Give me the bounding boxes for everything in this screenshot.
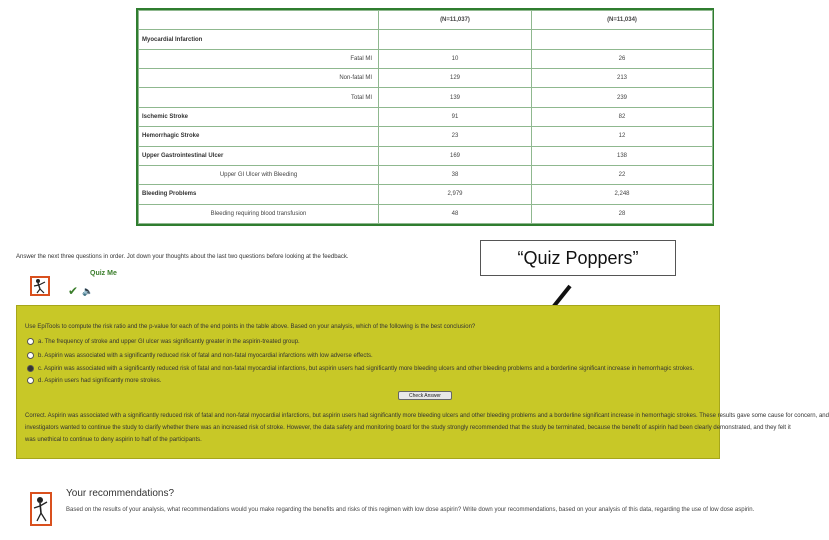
table-cell-aspirin: 48 [379, 204, 532, 223]
stick-figure-icon [30, 492, 52, 526]
quiz-poppers-callout: “Quiz Poppers” [480, 240, 676, 276]
table-cell-placebo: 239 [532, 88, 713, 107]
table-cell-placebo: 26 [532, 49, 713, 68]
feedback-line: Correct. Aspirin was associated with a significantly reduced risk of fatal and non-fatal myocardial infarctions, but aspirin users had significantly more bleeding ulcers and other bleeding problems and a borderline significant increase in hemorrhagic strokes. These results gave some cause for concern, and [25, 413, 829, 419]
option-label: b. Aspirin was associated with a significantly reduced risk of fatal and non-fatal myocardial infarctions with low adverse effects. [38, 352, 373, 359]
radio-button-selected[interactable] [27, 365, 34, 372]
table-cell-placebo: 82 [532, 107, 713, 126]
instructions-text: Answer the next three questions in order. Jot down your thoughts about the last two questions before looking at the feedback. [16, 254, 349, 260]
stick-figure-icon [30, 276, 50, 296]
table-cell-aspirin: 129 [379, 69, 532, 88]
table-row-label: Non-fatal MI [139, 69, 379, 88]
quiz-panel [16, 305, 829, 459]
radio-button[interactable] [27, 377, 34, 384]
table-cell-placebo [532, 30, 713, 49]
table-header-cell [139, 11, 379, 30]
quiz-option-d[interactable] [27, 377, 161, 384]
table-cell-aspirin [379, 30, 532, 49]
table-row [139, 69, 713, 88]
table-cell-aspirin: 139 [379, 88, 532, 107]
table-cell-aspirin: 10 [379, 49, 532, 68]
table-cell-aspirin: 169 [379, 146, 532, 165]
table-row-label: Hemorrhagic Stroke [139, 127, 379, 146]
table-cell-placebo: 22 [532, 165, 713, 184]
table-row-label: Ischemic Stroke [139, 107, 379, 126]
quiz-option-c[interactable] [27, 365, 694, 372]
table-row [139, 204, 713, 223]
table-row-label: Total MI [139, 88, 379, 107]
table-header-cell: (N=11,037) [379, 11, 532, 30]
quiz-option-a[interactable] [27, 338, 300, 345]
table-row [139, 146, 713, 165]
table-cell-aspirin: 23 [379, 127, 532, 146]
table-cell-placebo: 138 [532, 146, 713, 165]
quiz-option-b[interactable] [27, 352, 373, 359]
option-label: d. Aspirin users had significantly more strokes. [38, 377, 162, 384]
option-label: a. The frequency of stroke and upper GI ulcer was significantly greater in the aspirin-treated group. [38, 338, 300, 345]
table-cell-placebo: 213 [532, 69, 713, 88]
table-row-label: Upper Gastrointestinal Ulcer [139, 146, 379, 165]
table-header-cell: (N=11,034) [532, 11, 713, 30]
table-row-label: Upper GI Ulcer with Bleeding [139, 165, 379, 184]
table-row-label: Bleeding Problems [139, 185, 379, 204]
table-cell-aspirin: 2,979 [379, 185, 532, 204]
table-row [139, 88, 713, 107]
table-row-label: Bleeding requiring blood transfusion [139, 204, 379, 223]
table-row-label: Myocardial Infarction [139, 30, 379, 49]
recommendations-title: Your recommendations? [66, 488, 175, 499]
radio-button[interactable] [27, 352, 34, 359]
radio-button[interactable] [27, 338, 34, 345]
data-table-container [136, 8, 714, 226]
checkmark-icon: ✔ [68, 284, 79, 298]
table-cell-placebo: 12 [532, 127, 713, 146]
table-cell-placebo: 28 [532, 204, 713, 223]
feedback-line: was unethical to continue to deny aspirin to half of the participants. [25, 437, 202, 443]
table-cell-aspirin: 91 [379, 107, 532, 126]
table-row [139, 165, 713, 184]
data-table [138, 10, 713, 224]
quiz-title: Quiz Me [90, 270, 117, 277]
quiz-question: Use EpiTools to compute the risk ratio and the p-value for each of the end points in the table above. Based on your analysis, which of the following is the best conclusion? [25, 324, 476, 330]
table-row [139, 127, 713, 146]
recommendations-text: Based on the results of your analysis, what recommendations would you make regarding the benefits and risks of this regimen with low dose aspirin? Write down your recommendations, based on your analysis of this data, regarding the use of low dose aspirin. [66, 507, 755, 513]
feedback-line: investigators wanted to continue the study to clarify whether there was an increased risk of stroke. However, the data safety and monitoring board for the study strongly recommended that the study be terminated, because the benefit of aspirin had been clearly demonstrated, and they felt it [25, 425, 791, 431]
table-row [139, 49, 713, 68]
table-row-label: Fatal MI [139, 49, 379, 68]
table-row [139, 185, 713, 204]
table-header-row [139, 11, 713, 30]
table-cell-placebo: 2,248 [532, 185, 713, 204]
table-row [139, 30, 713, 49]
table-row [139, 107, 713, 126]
table-cell-aspirin: 38 [379, 165, 532, 184]
check-answer-button[interactable]: Check Answer [398, 391, 452, 400]
option-label: c. Aspirin was associated with a significantly reduced risk of fatal and non-fatal myocardial infarctions, but aspirin users had significantly more bleeding ulcers and other bleeding problems and a borderline significant increase in hemorrhagic strokes. [38, 365, 695, 372]
speaker-icon[interactable]: 🔈 [82, 286, 94, 296]
